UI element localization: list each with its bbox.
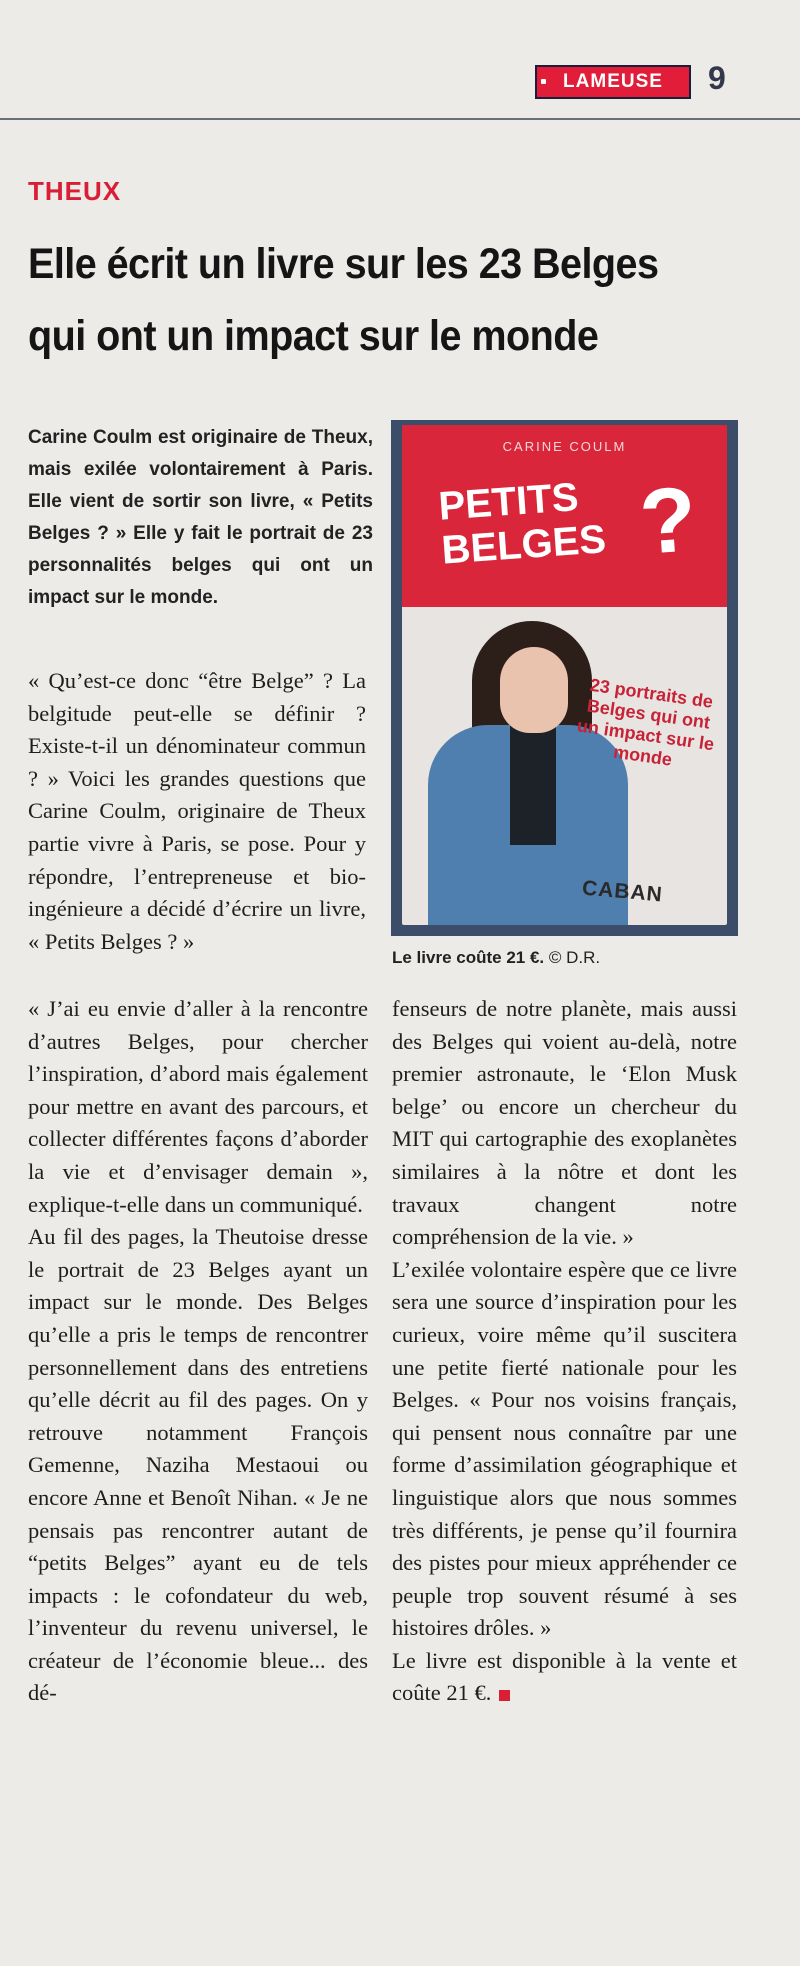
newspaper-logo	[535, 65, 691, 99]
logo-dot-icon	[541, 79, 546, 84]
book-cover	[402, 425, 727, 925]
headline-line-2: qui ont un impact sur le monde	[28, 312, 599, 360]
headline-line-1: Elle écrit un livre sur les 23 Belges	[28, 240, 659, 288]
article-paragraph-4: fenseurs de notre planète, mais aussi des Belges qui voient au-delà, notre premier astronaute, le ‘Elon Musk belge’ ou encore un chercheur du MIT qui cartographie des exoplanètes similaires à la nôtre et dont les travaux changent notre compréhension de la vie. »	[392, 996, 737, 1250]
masthead	[0, 0, 800, 130]
author-portrait-shirt	[510, 725, 556, 845]
closing-sentence: Le livre est disponible à la vente et coûte 21 €.	[392, 1647, 737, 1706]
article-headline	[28, 228, 727, 372]
photo-caption	[392, 948, 600, 968]
article-paragraph-2: « J’ai eu envie d’aller à la rencontre d’autres Belges, pour chercher l’inspiration, d’abord mais également pour mettre en avant des parcours, et collecter différentes façons d’aborder la vie et d’envisager demain », explique-t-elle dans un communiqué.	[28, 996, 368, 1217]
book-title-line-1: PETITS	[437, 475, 580, 529]
book-cover-banner	[402, 425, 727, 607]
page-number: 9	[708, 60, 726, 96]
book-photo	[391, 420, 738, 936]
photo-credit: © D.R.	[548, 948, 601, 967]
book-author: CARINE COULM	[502, 439, 627, 454]
book-publisher: CABAN	[581, 876, 664, 907]
section-tag: THEUX	[28, 176, 122, 206]
end-square-icon	[499, 1690, 510, 1701]
article-paragraph-1: « Qu’est-ce donc “être Belge” ? La belgitude peut-elle se définir ? Existe-t-il un dénominateur commun ? » Voici les grandes questions que Carine Coulm, originaire de Theux partie vivre à Paris, se pose. Pour y répondre, l’entrepreneuse et bio-ingénieure a décidé d’écrire un livre, « Petits Belges ? »	[28, 668, 366, 954]
masthead-divider	[0, 118, 800, 120]
article-column-1	[28, 993, 368, 1710]
caption-text: Le livre coûte 21 €.	[392, 948, 545, 967]
article-lead: Carine Coulm est originaire de Theux, mais exilée volontairement à Paris. Elle vient de sortir son livre, « Petits Belges ? » Elle y fait le portrait de 23 personnalités belges qui ont un impact sur le monde.	[28, 427, 373, 608]
article-column-2	[392, 993, 737, 1710]
article-paragraph-6	[392, 1645, 737, 1710]
author-portrait-face	[500, 647, 568, 733]
article-paragraph-3: Au fil des pages, la Theutoise dresse le portrait de 23 Belges ayant un impact sur le monde. Des Belges qu’elle a pris le temps de rencontrer personnellement dans des entretiens qu’elle décrit au fil des pages. On y retrouve notamment François Gemenne, Naziha Mestaoui ou encore Anne et Benoît Nihan. « Je ne pensais pas rencontrer autant de “petits Belges” ayant eu de tels impacts : le cofondateur du web, l’inventeur du revenu universel, le créateur de l’économie bleue... des dé-	[28, 1224, 368, 1706]
article-paragraph-5: L’exilée volontaire espère que ce livre sera une source d’inspiration pour les curieux, voire même qu’il suscitera une petite fierté nationale pour les Belges. « Pour nos voisins français, qui pensent nous connaître par une forme d’assimilation géographique et linguistique alors que nous sommes très différents, je pense qu’il fournira des pistes pour mieux appréhender ce peuple trop souvent résumé à ses histoires drôles. »	[392, 1256, 737, 1641]
newspaper-logo-text: LAMEUSE	[563, 71, 663, 92]
book-title-line-2: BELGES	[440, 517, 608, 573]
book-question-mark: ?	[636, 468, 700, 574]
book-subtitle: 23 portraits de Belges qui ont un impact sur le monde	[575, 674, 716, 770]
book-title	[437, 473, 607, 572]
